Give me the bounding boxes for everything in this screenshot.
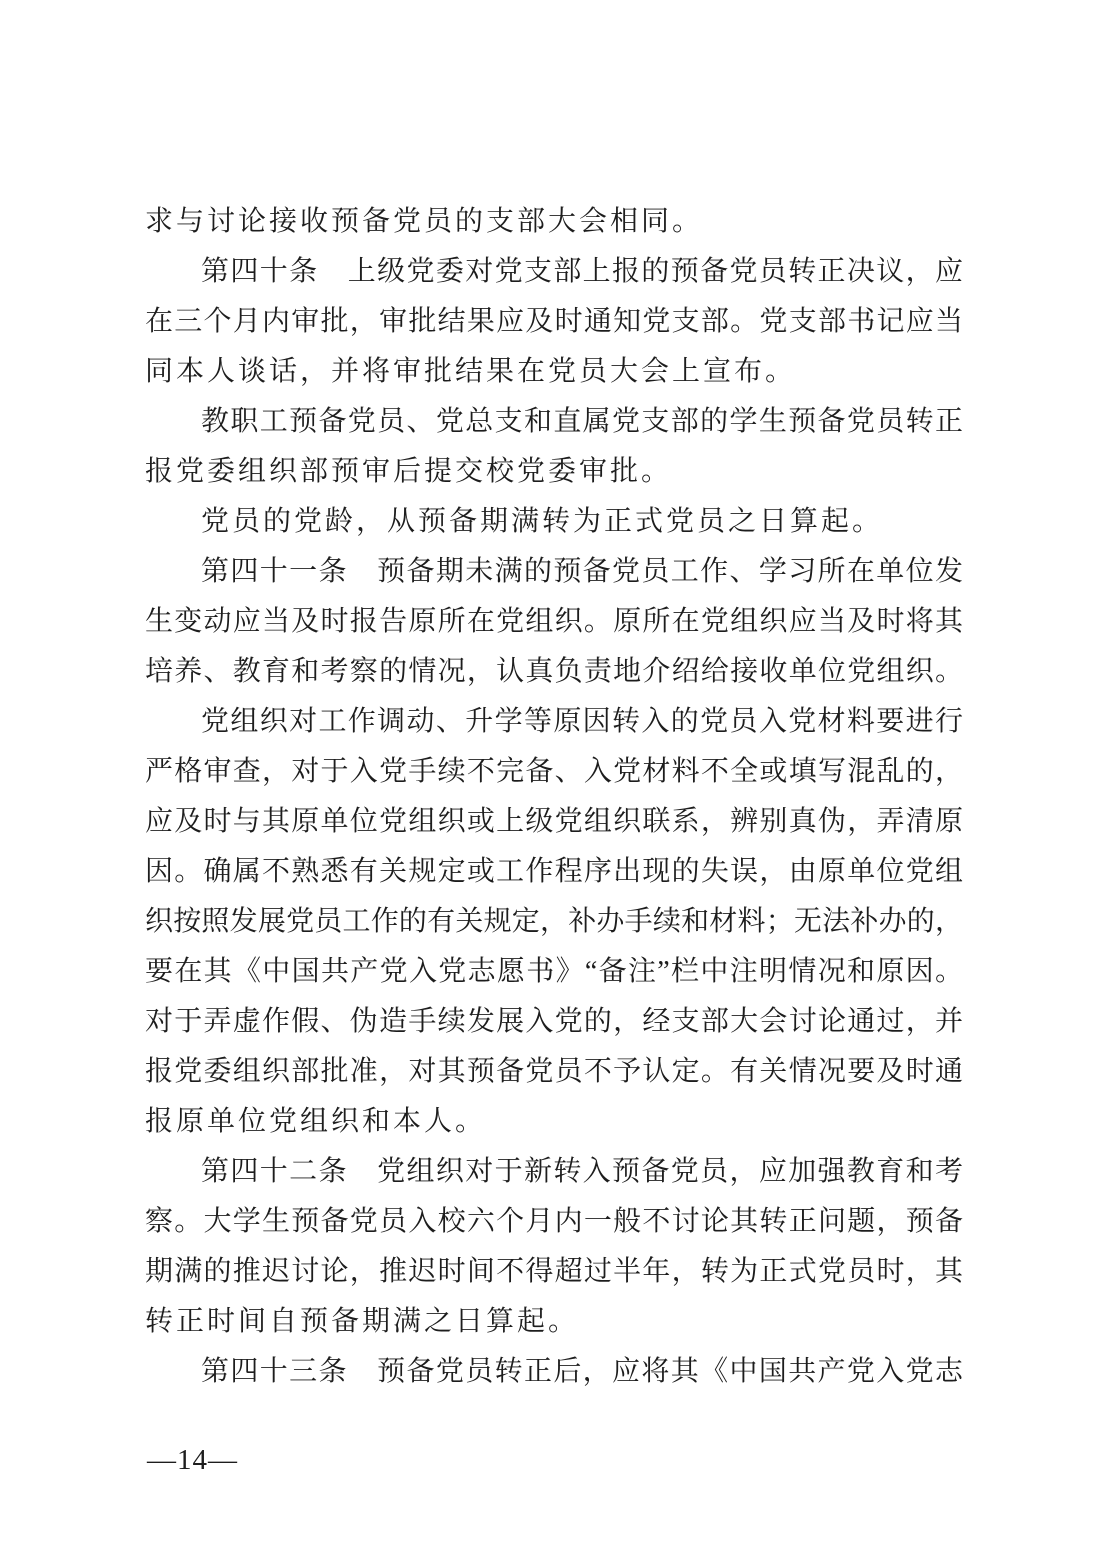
text-line: 应及时与其原单位党组织或上级党组织联系，辨别真伪，弄清原 <box>145 806 963 837</box>
text-line: 在三个月内审批，审批结果应及时通知党支部。党支部书记应当 <box>145 306 963 337</box>
text-line: 第四十二条 党组织对于新转入预备党员，应加强教育和考 <box>201 1156 963 1187</box>
text-line: 报党委组织部预审后提交校党委审批。 <box>145 456 673 487</box>
text-line: 因。确属不熟悉有关规定或工作程序出现的失误，由原单位党组 <box>145 856 963 887</box>
text-line: 党组织对工作调动、升学等原因转入的党员入党材料要进行 <box>201 706 963 737</box>
text-line: 期满的推迟讨论，推迟时间不得超过半年，转为正式党员时，其 <box>145 1256 963 1287</box>
text-line: 求与讨论接收预备党员的支部大会相同。 <box>145 206 704 237</box>
document-body <box>145 197 963 1397</box>
page-number: —14— <box>147 1444 238 1476</box>
text-line: 转正时间自预备期满之日算起。 <box>145 1306 580 1337</box>
text-line: 察。大学生预备党员入校六个月内一般不讨论其转正问题，预备 <box>145 1206 963 1237</box>
text-line: 报党委组织部批准，对其预备党员不予认定。有关情况要及时通 <box>145 1056 963 1087</box>
text-line: 生变动应当及时报告原所在党组织。原所在党组织应当及时将其 <box>145 606 963 637</box>
text-line: 第四十三条 预备党员转正后，应将其《中国共产党入党志 <box>201 1356 963 1387</box>
text-line: 对于弄虚作假、伪造手续发展入党的，经支部大会讨论通过，并 <box>145 1006 963 1037</box>
text-line: 教职工预备党员、党总支和直属党支部的学生预备党员转正 <box>201 406 963 437</box>
text-line: 织按照发展党员工作的有关规定，补办手续和材料；无法补办的， <box>145 906 963 937</box>
text-line: 严格审查，对于入党手续不完备、入党材料不全或填写混乱的， <box>145 756 963 787</box>
text-line: 培养、教育和考察的情况，认真负责地介绍给接收单位党组织。 <box>145 656 963 687</box>
text-line: 报原单位党组织和本人。 <box>145 1106 487 1137</box>
text-line: 第四十一条 预备期未满的预备党员工作、学习所在单位发 <box>201 556 963 587</box>
text-line: 同本人谈话，并将审批结果在党员大会上宣布。 <box>145 356 797 387</box>
text-line: 第四十条 上级党委对党支部上报的预备党员转正决议，应 <box>201 256 963 287</box>
text-line: 党员的党龄，从预备期满转为正式党员之日算起。 <box>201 506 884 537</box>
text-line: 要在其《中国共产党入党志愿书》“备注”栏中注明情况和原因。 <box>145 956 963 987</box>
